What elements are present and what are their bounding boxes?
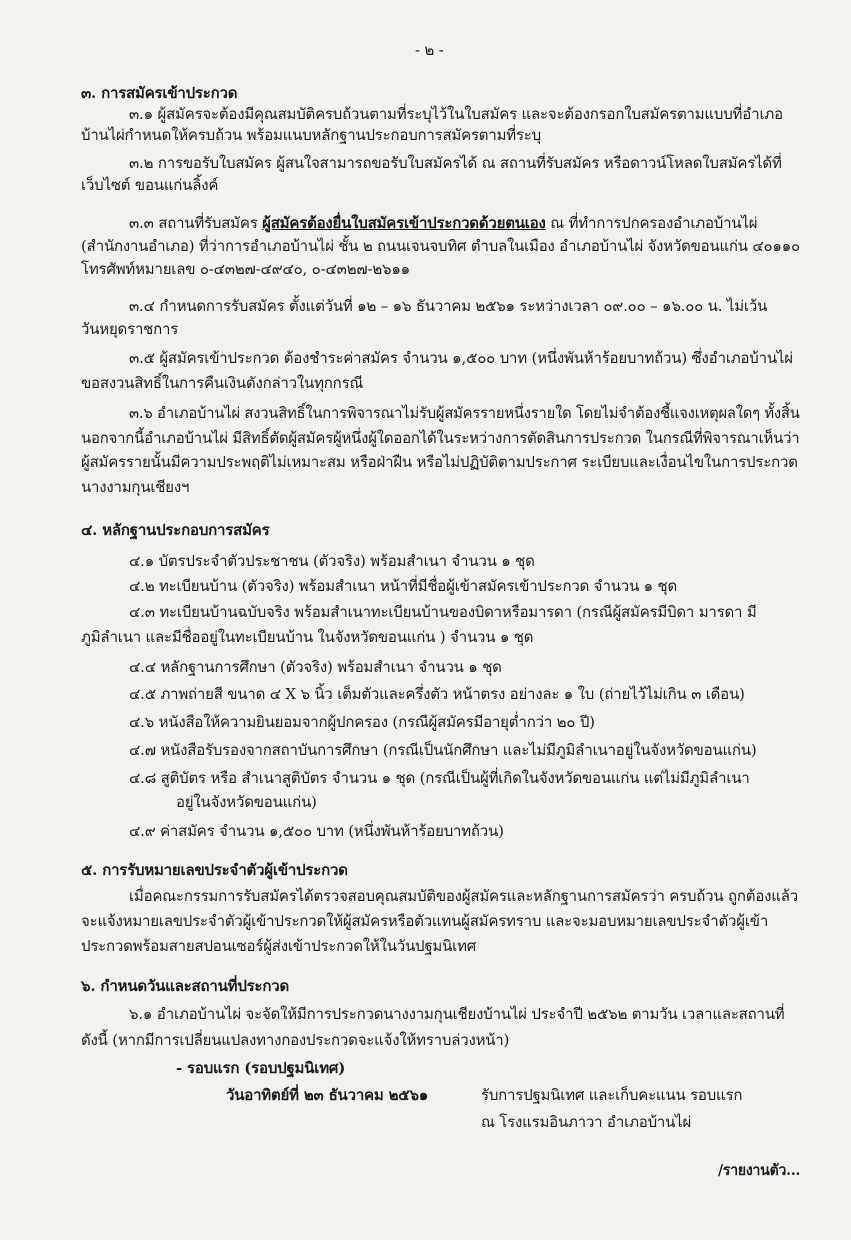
para-3-5-line-1: ๓.๕ ผู้สมัครเข้าประกวด ต้องชำระค่าสมัคร จำนวน ๑,๕๐๐ บาท (หนึ่งพันห้าร้อยบาทถ้วน) ซึ่งอำเภอบ้านไผ่ — [129, 349, 793, 367]
continued-marker: /รายงานตัว... — [718, 1161, 801, 1179]
para-5-line-3: ประกวดพร้อมสายสปอนเซอร์ผู้ส่งเข้าประกวดให้ในวันปฐมนิเทศ — [81, 937, 477, 955]
para-3-3-suffix: ณ ที่ทำการปกครองอำเภอบ้านไผ่ — [545, 214, 758, 232]
para-3-6-line-2: นอกจากนี้อำเภอบ้านไผ่ มีสิทธิ์ตัดผู้สมัครผู้หนึ่งผู้ใดออกได้ในระหว่างการตัดสินการประกวด ในกรณีที่พิจารณาเห็นว่า — [81, 429, 800, 447]
para-3-3-line-3: โทรศัพท์หมายเลข ๐-๔๓๒๗-๔๙๔๐, ๐-๔๓๒๗-๒๖๑๑ — [81, 260, 410, 278]
section-3-heading: ๓. การสมัครเข้าประกวด — [81, 84, 238, 102]
para-5-line-1: เมื่อคณะกรรมการรับสมัครได้ตรวจสอบคุณสมบัติของผู้สมัครและหลักฐานการสมัครว่า ครบถ้วน ถูกต้องแล้ว — [129, 887, 798, 905]
para-6-1-line-2: ดังนี้ (หากมีการเปลี่ยนแปลงทางกองประกวดจะแจ้งให้ทราบล่วงหน้า) — [81, 1031, 510, 1049]
section-5-heading: ๕. การรับหมายเลขประจำตัวผู้เข้าประกวด — [81, 861, 348, 879]
para-3-6-line-3: ผู้สมัครรายนั้นมีความประพฤติไม่เหมาะสม หรือฝ่าฝืน หรือไม่ปฏิบัติตามประกาศ ระเบียบและเงื่อนไขในการประกวด — [81, 453, 798, 471]
doc-item-4-8-line-2: อยู่ในจังหวัดขอนแก่น) — [176, 793, 317, 811]
section-6-heading: ๖. กำหนดวันและสถานที่ประกวด — [81, 977, 290, 995]
para-5-line-2: จะแจ้งหมายเลขประจำตัวผู้เข้าประกวดให้ผู้สมัครหรือตัวแทนผู้สมัครทราบ และจะมอบหมายเลขประจำตัวผู้เข้า — [81, 912, 769, 930]
para-3-4-line-2: วันหยุดราชการ — [81, 320, 179, 338]
para-3-4-line-1: ๓.๔ กำหนดการรับสมัคร ตั้งแต่วันที่ ๑๒ – ๑๖ ธันวาคม ๒๕๖๑ ระหว่างเวลา ๐๙.๐๐ – ๑๖.๐๐ น. ไม่เว้น — [129, 297, 768, 315]
para-3-2-line-1: ๓.๒ การขอรับใบสมัคร ผู้สนใจสามารถขอรับใบสมัครได้ ณ สถานที่รับสมัคร หรือดาวน์โหลดใบสมัครได้ที่ — [129, 154, 782, 172]
doc-item-4-4: ๔.๔ หลักฐานการศึกษา (ตัวจริง) พร้อมสำเนา จำนวน ๑ ชุด — [129, 658, 502, 676]
round-1-label: - รอบแรก (รอบปฐมนิเทศ) — [176, 1059, 346, 1077]
para-3-6-line-1: ๓.๖ อำเภอบ้านไผ่ สงวนสิทธิ์ในการพิจารณาไม่รับผู้สมัครรายหนึ่งรายใด โดยไม่จำต้องชี้แจงเหตุผลใดๆ ทั้งสิ้น — [129, 404, 800, 422]
doc-item-4-1: ๔.๑ บัตรประจำตัวประชาชน (ตัวจริง) พร้อมสำเนา จำนวน ๑ ชุด — [129, 552, 535, 570]
round-1-date: วันอาทิตย์ที่ ๒๓ ธันวาคม ๒๕๖๑ — [226, 1086, 429, 1104]
para-3-1-line-2: บ้านไผ่กำหนดให้ครบถ้วน พร้อมแนบหลักฐานประกอบการสมัครตามที่ระบุ — [81, 126, 541, 144]
doc-item-4-6: ๔.๖ หนังสือให้ความยินยอมจากผู้ปกครอง (กรณีผู้สมัครมีอายุต่ำกว่า ๒๐ ปี) — [129, 713, 595, 731]
doc-item-4-8-line-1: ๔.๘ สูติบัตร หรือ สำเนาสูติบัตร จำนวน ๑ ชุด (กรณีเป็นผู้ที่เกิดในจังหวัดขอนแก่น แต่ไม่มีภูมิลำเนา — [129, 769, 750, 787]
para-3-5-line-2: ขอสงวนสิทธิ์ในการคืนเงินดังกล่าวในทุกกรณี — [81, 374, 364, 392]
para-3-2-line-2: เว็บไซต์ ขอนแก่นลิ้งค์ — [81, 176, 219, 194]
doc-item-4-5: ๔.๕ ภาพถ่ายสี ขนาด ๔ X ๖ นิ้ว เต็มตัวและครึ่งตัว หน้าตรง อย่างละ ๑ ใบ (ถ่ายไว้ไม่เกิน ๓ เดือน) — [129, 685, 745, 703]
section-4-heading: ๔. หลักฐานประกอบการสมัคร — [81, 521, 270, 539]
para-3-6-line-4: นางงามกุนเชียงฯ — [81, 478, 190, 496]
para-3-3-prefix: ๓.๓ สถานที่รับสมัคร — [129, 214, 263, 232]
doc-item-4-3-line-2: ภูมิลำเนา และมีชื่ออยู่ในทะเบียนบ้าน ในจังหวัดขอนแก่น ) จำนวน ๑ ชุด — [81, 628, 534, 646]
para-6-1-line-1: ๖.๑ อำเภอบ้านไผ่ จะจัดให้มีการประกวดนางงามกุนเชียงบ้านไผ่ ประจำปี ๒๕๖๒ ตามวัน เวลาและสถานที่ — [129, 1005, 785, 1023]
para-3-3-line-1 — [129, 213, 757, 233]
round-1-venue: ณ โรงแรมอินภาวา อำเภอบ้านไผ่ — [481, 1113, 692, 1131]
doc-item-4-9: ๔.๙ ค่าสมัคร จำนวน ๑,๕๐๐ บาท (หนึ่งพันห้าร้อยบาทถ้วน) — [129, 822, 504, 840]
para-3-1-line-1: ๓.๑ ผู้สมัครจะต้องมีคุณสมบัติครบถ้วนตามที่ระบุไว้ในใบสมัคร และจะต้องกรอกใบสมัครตามแบบที่อำเภอ — [129, 105, 783, 123]
doc-item-4-3-line-1: ๔.๓ ทะเบียนบ้านฉบับจริง พร้อมสำเนาทะเบียนบ้านของบิดาหรือมารดา (กรณีผู้สมัครมีบิดา มารดา มี — [129, 603, 757, 621]
round-1-activity: รับการปฐมนิเทศ และเก็บคะแนน รอบแรก — [481, 1086, 743, 1104]
doc-item-4-2: ๔.๒ ทะเบียนบ้าน (ตัวจริง) พร้อมสำเนา หน้าที่มีชื่อผู้เข้าสมัครเข้าประกวด จำนวน ๑ ชุด — [129, 577, 678, 595]
para-3-3-line-2: (สำนักงานอำเภอ) ที่ว่าการอำเภอบ้านไผ่ ชั้น ๒ ถนนเจนจบทิศ ตำบลในเมือง อำเภอบ้านไผ่ จังหวัดขอนแก่น ๔๐๑๑๐ — [81, 237, 800, 255]
page-number: - ๒ - — [415, 41, 444, 59]
para-3-3-emphasis: ผู้สมัครต้องยื่นใบสมัครเข้าประกวดด้วยตนเอง — [262, 214, 546, 232]
doc-item-4-7: ๔.๗ หนังสือรับรองจากสถาบันการศึกษา (กรณีเป็นนักศึกษา และไม่มีภูมิลำเนาอยู่ในจังหวัดขอนแก่น) — [129, 741, 757, 759]
